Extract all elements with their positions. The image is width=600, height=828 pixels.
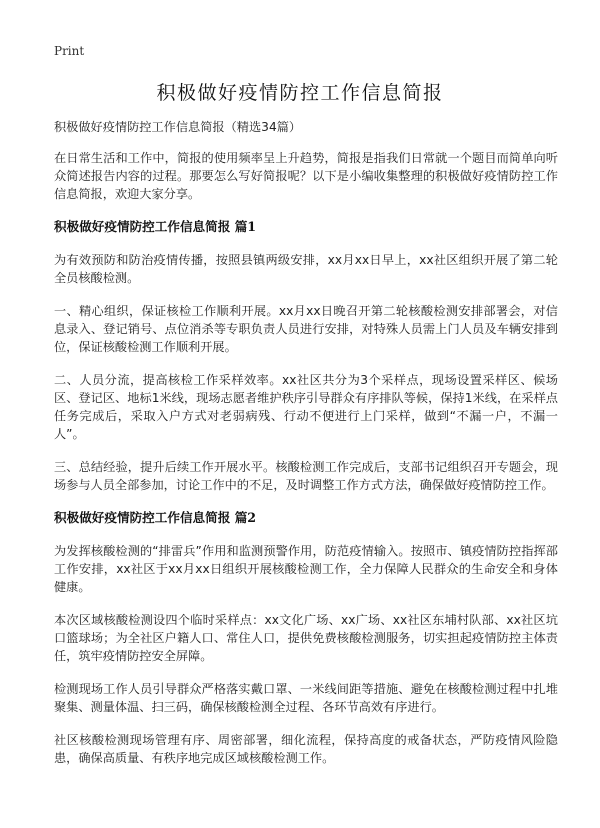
section-paragraph: 社区核酸检测现场管理有序、周密部署，细化流程，保持高度的戒备状态，严防疫情风险隐患，确保高质量、有秩序地完成区域核酸检测工作。 — [54, 733, 558, 765]
section-paragraph: 三、总结经验，提升后续工作开展水平。核酸检测工作完成后，支部书记组织召开专题会，现场参与人员全部参加，讨论工作中的不足，及时调整工作方式方法，确保做好疫情防控工作。 — [54, 460, 558, 492]
section-paragraph: 为有效预防和防治疫情传播，按照县镇两级安排，xx月xx日早上，xx社区组织开展了第二轮全员核酸检测。 — [54, 253, 558, 285]
article-body — [54, 118, 558, 782]
section-heading: 积极做好疫情防控工作信息简报 篇1 — [54, 219, 257, 234]
section-paragraph: 一、精心组织，保证核检工作顺利开展。xx月xx日晚召开第二轮核酸检测安排部署会，对信息录入、登记销号、点位消杀等专职负责人员进行安排，对特殊人员需上门人员及车辆安排到位，保证核酸检测工作顺利开展。 — [54, 304, 558, 354]
section-paragraph: 二、人员分流，提高核检工作采样效率。xx社区共分为3个采样点，现场设置采样区、候场区、登记区、地标1米线，现场志愿者维护秩序引导群众有序排队等候，保持1米线，在采样点任务完成后，采取入户方式对老弱病残、行动不便进行上门采样，做到“不漏一户，不漏一人”。 — [54, 373, 558, 441]
section-paragraph: 检测现场工作人员引导群众严格落实戴口罩、一米线间距等措施、避免在核酸检测过程中扎堆聚集、测量体温、扫三码，确保核酸检测全过程、各环节高效有序进行。 — [54, 682, 558, 714]
section-paragraph: 为发挥核酸检测的“排雷兵”作用和监测预警作用，防范疫情输入。按照市、镇疫情防控指挥部工作安排，xx社区于xx月xx日组织开展核酸检测工作，全力保障人民群众的生命安全和身体健康。 — [54, 544, 558, 594]
intro-paragraph: 在日常生活和工作中，简报的使用频率呈上升趋势，简报是指我们日常就一个题目而简单向听众简述报告内容的过程。那要怎么写好简报呢？以下是小编收集整理的积极做好疫情防控工作信息简报，欢迎大家分享。 — [54, 151, 558, 201]
section-paragraph: 本次区域核酸检测设四个临时采样点：xx文化广场、xx广场、xx社区东埔村队部、xx社区坑口篮球场；为全社区户籍人口、常住人口，提供免费核酸检测服务，切实担起疫情防控主体责任，筑牢疫情防控安全屏障。 — [54, 613, 558, 663]
print-link[interactable]: Print — [54, 44, 85, 58]
page-title: 积极做好疫情防控工作信息简报 — [156, 82, 444, 104]
section-heading: 积极做好疫情防控工作信息简报 篇2 — [54, 510, 257, 525]
article-subtitle: 积极做好疫情防控工作信息简报（精选34篇） — [54, 120, 302, 134]
